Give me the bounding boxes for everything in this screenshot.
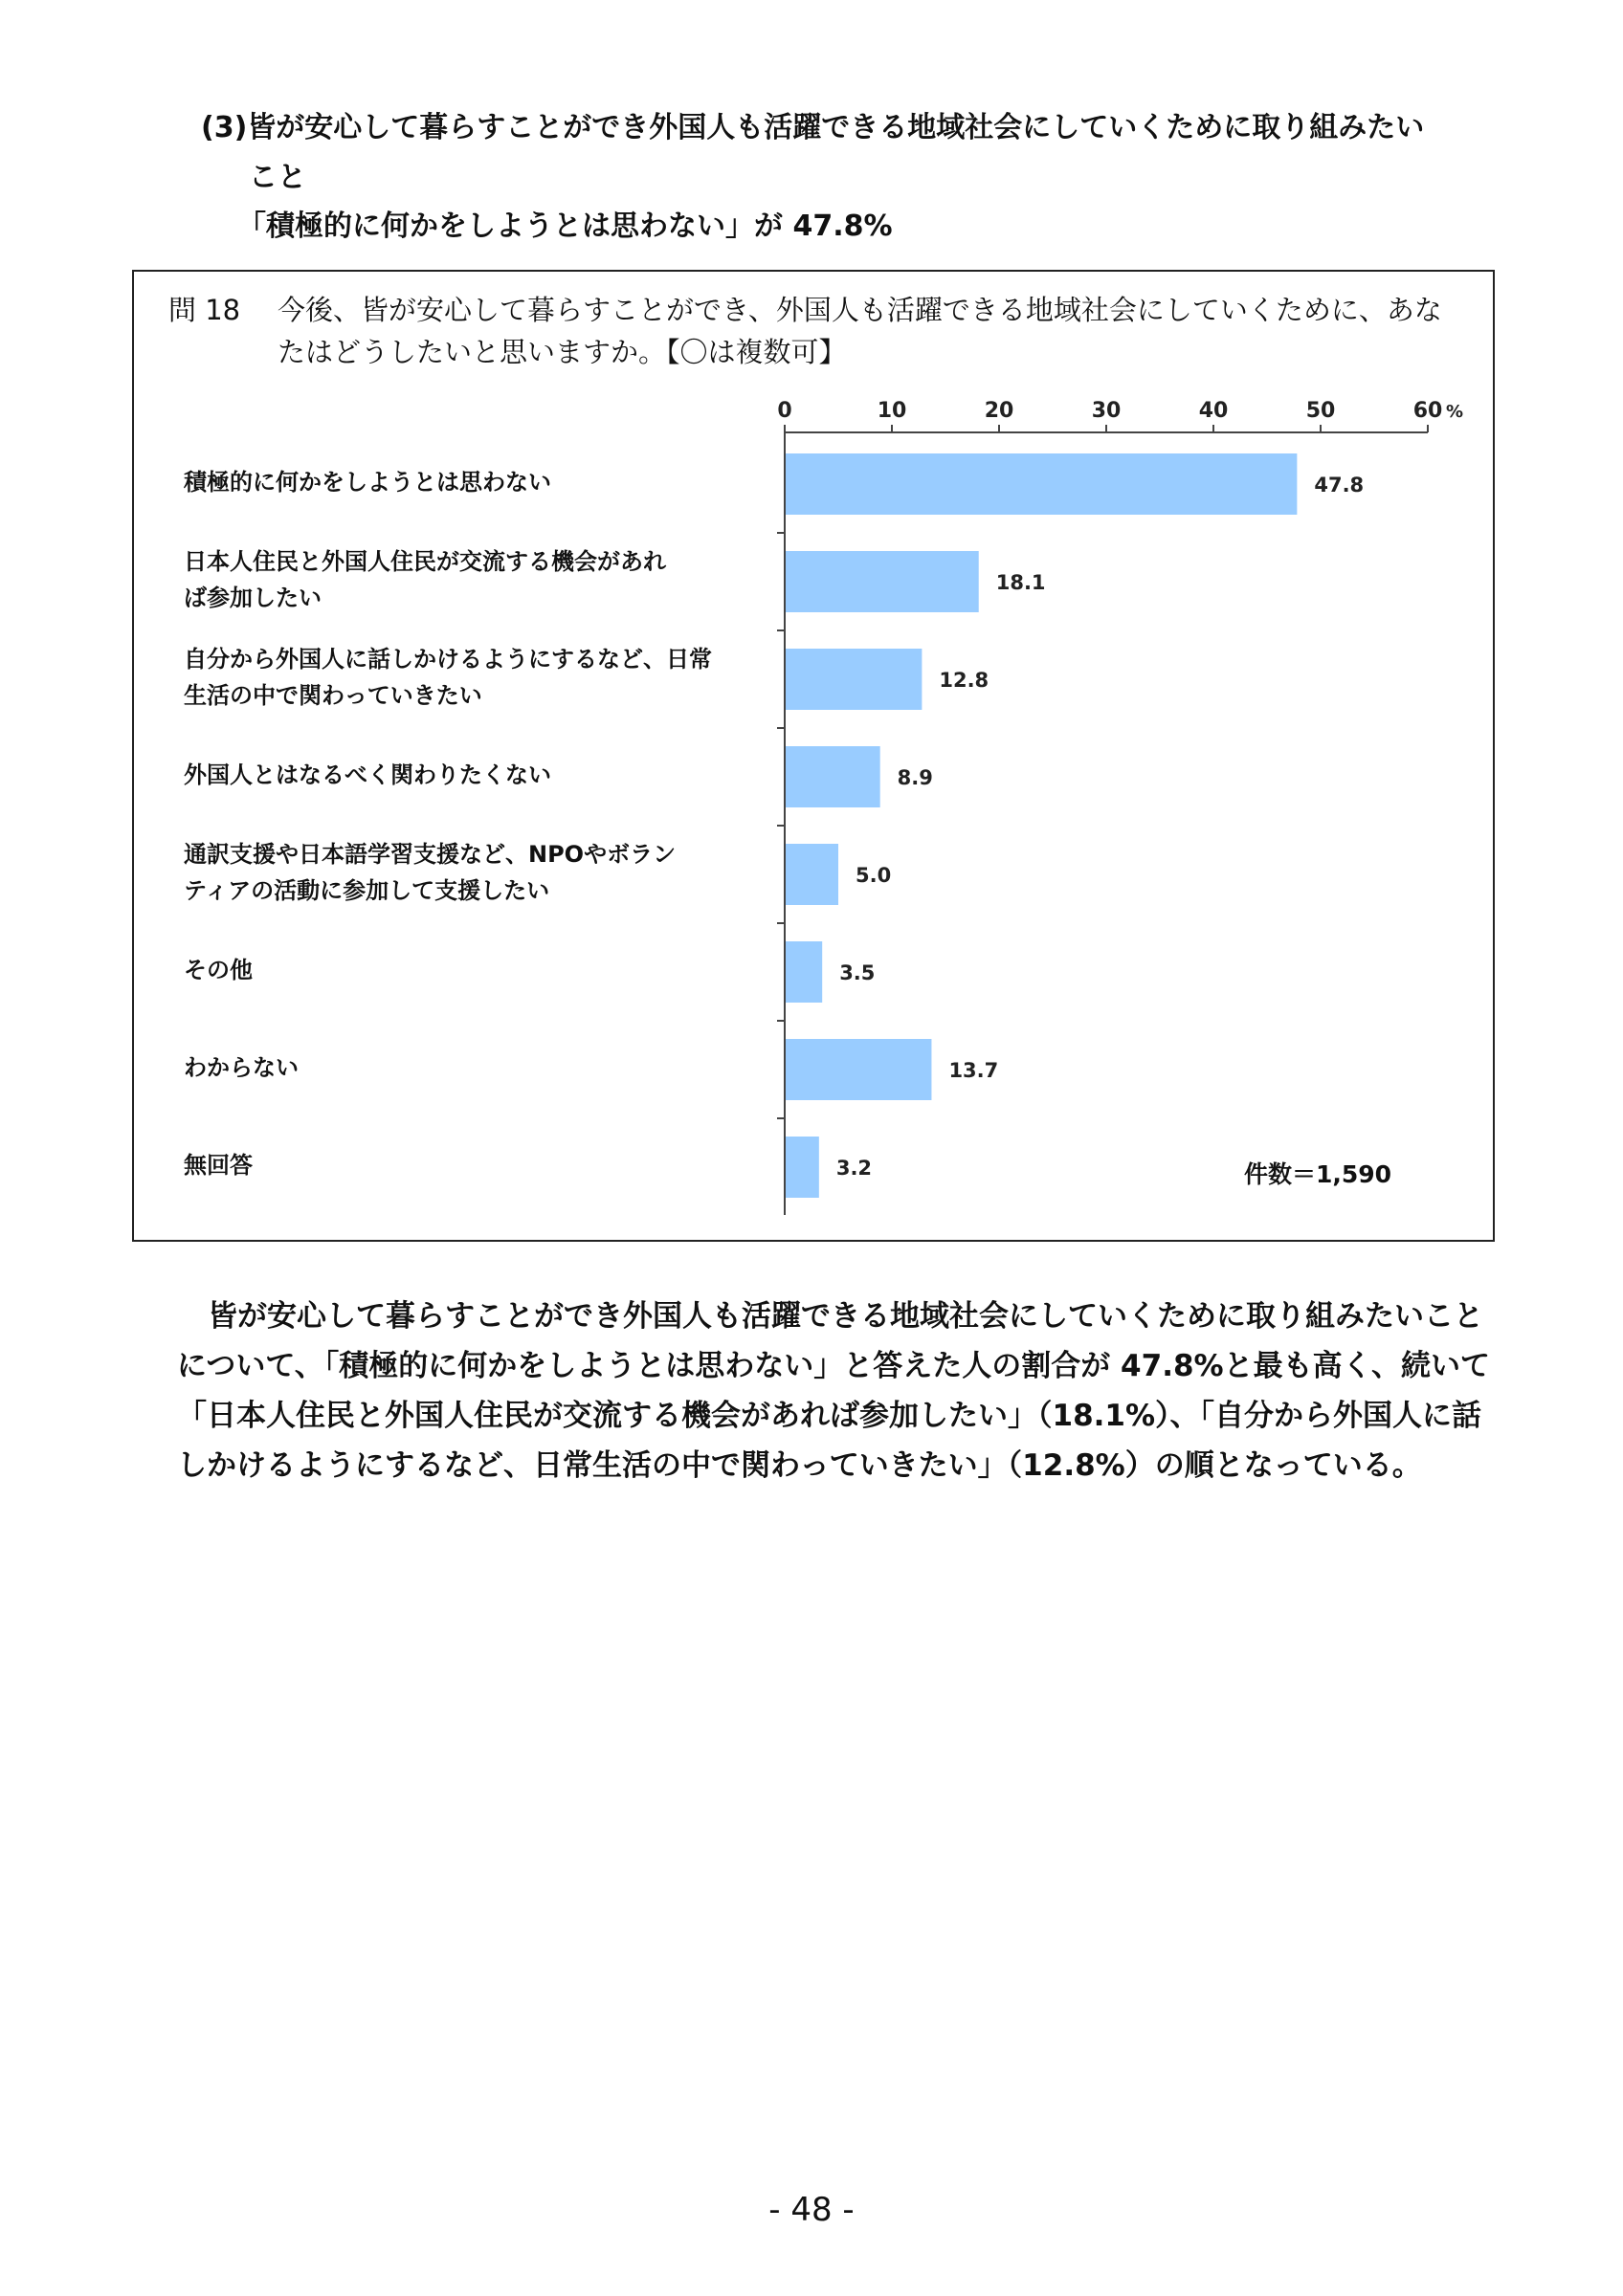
bar: [786, 1039, 931, 1100]
bar-value-label: 12.8: [939, 669, 989, 692]
bar-chart: [134, 272, 1493, 1240]
section-highlight: 「積極的に何かをしようとは思わない」が 47.8%: [237, 210, 893, 243]
x-tick-label: 30: [1091, 399, 1122, 423]
bar: [786, 1137, 819, 1198]
bar-value-label: 47.8: [1314, 474, 1365, 497]
category-label-line: ティアの活動に参加して支援したい: [184, 877, 550, 904]
category-label-line: ば参加したい: [184, 585, 322, 611]
bar: [786, 746, 880, 807]
summary-text: 皆が安心して暮らすことができ外国人も活躍できる地域社会にしていくために取り組みたいことについて、「積極的に何かをしようとは思わない」と答えた人の割合が 47.8%と最も高く、続いて「日本人住民と外国人住民が交流する機会があれば参加したい」（18.1%）、「自分から外国人に話しかけるようにするなど、日常生活の中で関わっていきたい」（12.8%）の順となっている。: [177, 1299, 1490, 1483]
summary-paragraph: [177, 1292, 1493, 1490]
category-label-line: 外国人とはなるべく関わりたくない: [184, 762, 551, 788]
bar: [786, 941, 822, 1003]
x-tick-label: 20: [984, 399, 1014, 423]
category-label-line: わからない: [184, 1054, 299, 1081]
bar-value-label: 3.5: [839, 961, 876, 984]
bar-value-label: 5.0: [856, 864, 892, 887]
x-tick-label: 50: [1305, 399, 1336, 423]
bar: [786, 551, 979, 612]
sample-size-note: 件数＝1,590: [1244, 1160, 1392, 1188]
bar: [786, 649, 922, 710]
category-label-line: 生活の中で関わっていきたい: [184, 682, 482, 709]
section-heading-line2: こと: [249, 161, 306, 194]
x-tick-label: 40: [1198, 399, 1229, 423]
x-tick-label: 10: [877, 399, 907, 423]
category-label-line: 自分から外国人に話しかけるようにするなど、日常: [184, 646, 712, 673]
bar-value-label: 18.1: [995, 571, 1046, 594]
category-label-line: その他: [184, 957, 253, 983]
question-number: 問 18: [168, 294, 241, 326]
section-heading: [201, 103, 1512, 203]
category-label-line: 通訳支援や日本語学習支援など、NPOやボラン: [184, 841, 677, 868]
x-tick-label: 60: [1412, 399, 1443, 423]
page-number: - 48 -: [768, 2191, 855, 2229]
category-label-line: 積極的に何かをしようとは思わない: [184, 469, 551, 496]
x-tick-label: 0: [777, 399, 792, 423]
bar: [786, 453, 1297, 515]
bar-value-label: 3.2: [835, 1157, 873, 1180]
question-text: 今後、皆が安心して暮らすことができ、外国人も活躍できる地域社会にしていくために、あなたはどうしたいと思いますか。【〇は複数可】: [278, 294, 1442, 368]
category-label-line: 日本人住民と外国人住民が交流する機会があれ: [184, 548, 666, 575]
section-heading-line1: (3)皆が安心して暮らすことができ外国人も活躍できる地域社会にしていくために取り組みたい: [201, 111, 1425, 144]
category-label-line: 無回答: [184, 1152, 253, 1179]
bar-value-label: 8.9: [897, 766, 933, 789]
x-axis-unit: %: [1445, 402, 1464, 422]
bar: [786, 844, 838, 905]
bar-value-label: 13.7: [948, 1059, 999, 1082]
figure-box: [132, 270, 1495, 1242]
